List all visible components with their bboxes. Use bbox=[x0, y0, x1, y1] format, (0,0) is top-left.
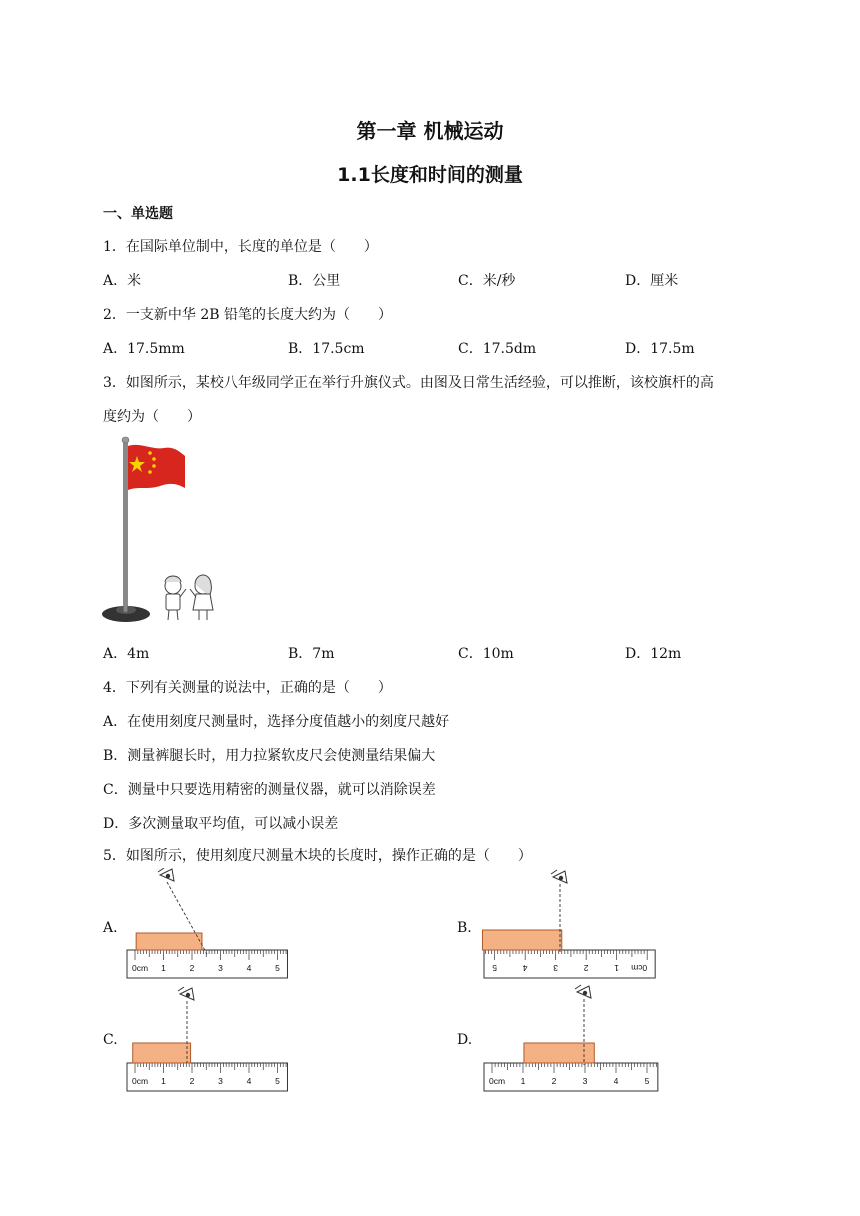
ruler-tick-label: 3 bbox=[553, 963, 559, 973]
question-5-option-b-label[interactable]: B. bbox=[457, 920, 472, 936]
students-illustration bbox=[165, 575, 213, 620]
ruler-diagram-a bbox=[125, 868, 300, 983]
ruler-tick-label: 5 bbox=[275, 1076, 280, 1086]
question-2-option-d[interactable]: D．17.5m bbox=[625, 341, 695, 357]
ruler-tick-label: 1 bbox=[520, 1076, 526, 1086]
question-4-option-d[interactable]: D．多次测量取平均值，可以减小误差 bbox=[103, 816, 339, 832]
ruler-tick-label: 0cm bbox=[489, 1076, 506, 1086]
question-1-option-c[interactable]: C．米/秒 bbox=[458, 273, 516, 289]
ruler-tick-label: 2 bbox=[189, 963, 195, 973]
ruler-tick-label: 4 bbox=[246, 963, 252, 973]
question-5-option-c-label[interactable]: C. bbox=[103, 1032, 118, 1048]
ruler-tick-label: 0cm bbox=[132, 1076, 149, 1086]
question-5-stem: 5．如图所示，使用刻度尺测量木块的长度时，操作正确的是（ ） bbox=[103, 848, 532, 864]
ruler-tick-label: 5 bbox=[644, 1076, 650, 1086]
chapter-title: 第一章 机械运动 bbox=[356, 119, 504, 143]
eye-icon bbox=[158, 868, 174, 881]
question-3-option-a[interactable]: A．4m bbox=[103, 646, 150, 662]
question-4-option-c[interactable]: C．测量中只要选用精密的测量仪器，就可以消除误差 bbox=[103, 782, 436, 798]
ruler-diagram-d bbox=[480, 983, 670, 1093]
flagpole-figure bbox=[100, 432, 230, 632]
question-1-option-a[interactable]: A．米 bbox=[103, 273, 142, 289]
ruler-tick-label: 3 bbox=[218, 963, 223, 973]
ruler-tick-label: 4 bbox=[613, 1076, 619, 1086]
question-3-stem-line1: 3．如图所示，某校八年级同学正在举行升旗仪式。由图及日常生活经验，可以推断，该校旗杆的高 bbox=[103, 375, 714, 391]
ruler-tick-label: 2 bbox=[189, 1076, 195, 1086]
section-title: 1.1长度和时间的测量 bbox=[337, 164, 523, 186]
question-4-option-a[interactable]: A．在使用刻度尺测量时，选择分度值越小的刻度尺越好 bbox=[103, 714, 450, 730]
flagpole-pole bbox=[124, 440, 128, 612]
ruler-diagram-b bbox=[480, 868, 670, 983]
question-2-option-c[interactable]: C．17.5dm bbox=[458, 341, 537, 357]
ruler-tick-label: 2 bbox=[583, 963, 589, 973]
ruler-tick-label: 4 bbox=[522, 963, 528, 973]
eye-icon bbox=[178, 987, 194, 1000]
question-4-stem: 4．下列有关测量的说法中，正确的是（ ） bbox=[103, 680, 392, 696]
ruler-tick-label: 1 bbox=[161, 1076, 166, 1086]
question-5-option-d-label[interactable]: D. bbox=[457, 1032, 473, 1048]
wood-block bbox=[136, 933, 202, 950]
ruler-tick-label: 1 bbox=[161, 963, 166, 973]
wood-block bbox=[133, 1043, 191, 1063]
ruler-tick-label: 4 bbox=[246, 1076, 252, 1086]
wood-block bbox=[482, 930, 561, 950]
question-3-option-d[interactable]: D．12m bbox=[625, 646, 682, 662]
question-1-option-b[interactable]: B．公里 bbox=[288, 273, 341, 289]
question-4-option-b[interactable]: B．测量裤腿长时，用力拉紧软皮尺会使测量结果偏大 bbox=[103, 748, 436, 764]
question-3-option-c[interactable]: C．10m bbox=[458, 646, 514, 662]
question-1-stem: 1．在国际单位制中，长度的单位是（ ） bbox=[103, 239, 378, 255]
question-2-stem: 2．一支新中华 2B 铅笔的长度大约为（ ） bbox=[103, 307, 393, 323]
ruler-tick-label: 2 bbox=[551, 1076, 557, 1086]
question-3-stem-line2: 度约为（ ） bbox=[103, 409, 201, 425]
question-1-option-d[interactable]: D．厘米 bbox=[625, 273, 679, 289]
eye-icon bbox=[575, 985, 591, 998]
question-2-option-b[interactable]: B．17.5cm bbox=[288, 341, 365, 357]
part-heading: 一、单选题 bbox=[103, 206, 173, 222]
ruler-tick-label: 1 bbox=[614, 963, 620, 973]
question-2-option-a[interactable]: A．17.5mm bbox=[103, 341, 185, 357]
ruler-diagram-c bbox=[125, 983, 300, 1093]
ruler-tick-label: 0cm bbox=[631, 963, 648, 973]
ruler-tick-label: 3 bbox=[582, 1076, 588, 1086]
eye-icon bbox=[551, 870, 567, 883]
ruler-tick-label: 5 bbox=[492, 963, 498, 973]
question-5-option-a-label[interactable]: A. bbox=[103, 920, 118, 936]
question-3-option-b[interactable]: B．7m bbox=[288, 646, 335, 662]
ruler-tick-label: 5 bbox=[275, 963, 280, 973]
ruler-tick-label: 0cm bbox=[132, 963, 149, 973]
ruler-tick-label: 3 bbox=[218, 1076, 223, 1086]
